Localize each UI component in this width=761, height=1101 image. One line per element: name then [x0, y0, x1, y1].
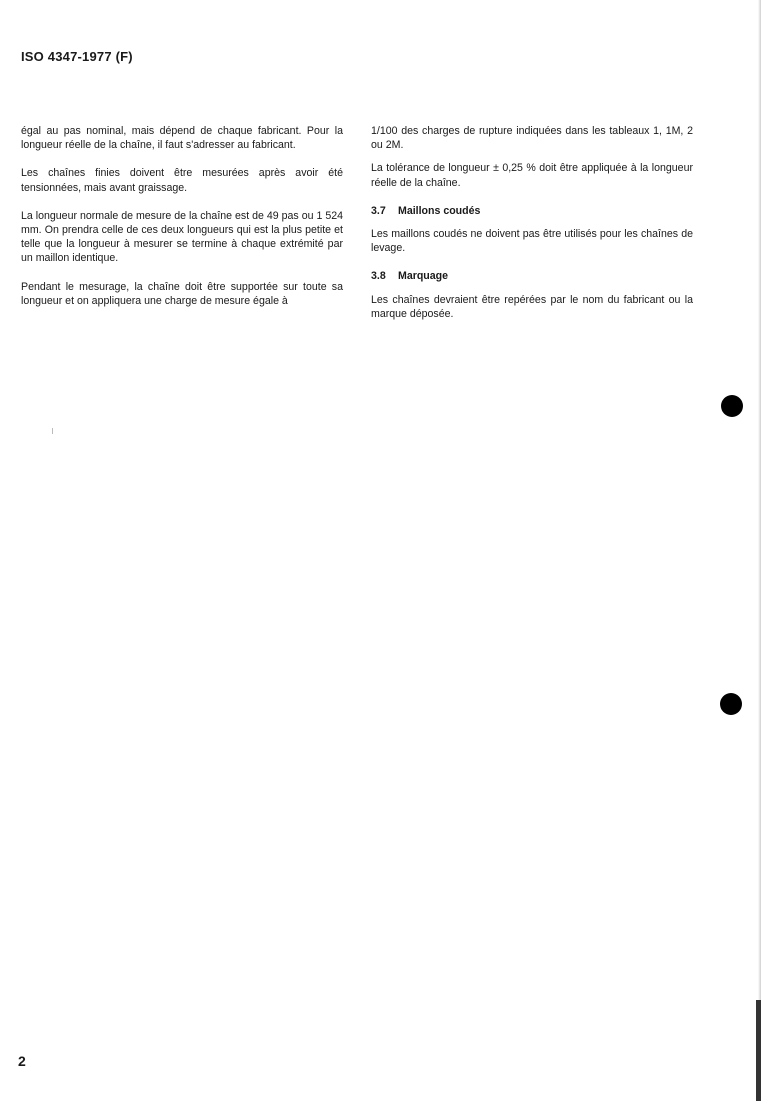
left-column: [21, 124, 343, 322]
paragraph: La tolérance de longueur ± 0,25 % doit être appliquée à la longueur réelle de la chaîne.: [371, 162, 693, 189]
section-heading-3-7: [371, 204, 693, 218]
paragraph: Les maillons coudés ne doivent pas être utilisés pour les chaînes de levage.: [371, 228, 693, 255]
scan-speck: [52, 428, 53, 434]
paragraph: Les chaînes finies doivent être mesurées après avoir été tensionnées, mais avant graissage.: [21, 167, 343, 194]
paragraph: 1/100 des charges de rupture indiquées dans les tableaux 1, 1M, 2 ou 2M.: [371, 125, 693, 152]
paragraph: Pendant le mesurage, la chaîne doit être supportée sur toute sa longueur et on appliquera une charge de mesure égale à: [21, 280, 343, 307]
page-number: 2: [18, 1053, 26, 1069]
document-header: ISO 4347-1977 (F): [21, 49, 133, 64]
paragraph: égal au pas nominal, mais dépend de chaque fabricant. Pour la longueur réelle de la chaîne, il faut s'adresser au fabricant.: [21, 125, 343, 152]
paragraph: Les chaînes devraient être repérées par le nom du fabricant ou la marque déposée.: [371, 293, 693, 320]
section-title: Marquage: [398, 270, 449, 283]
section-number: 3.8: [371, 270, 386, 283]
section-heading-3-8: [371, 269, 693, 283]
paragraph: La longueur normale de mesure de la chaîne est de 49 pas ou 1 524 mm. On prendra celle de ces deux longueurs qui est la plus petite et telle que la longueur à mesurer se termine à chaque extrémité par un maillon identique.: [21, 209, 343, 265]
section-number: 3.7: [371, 204, 386, 217]
page-edge-dark: [756, 1000, 761, 1101]
right-column: [371, 124, 693, 335]
punch-hole-mark: [720, 693, 742, 715]
section-title: Maillons coudés: [398, 204, 481, 217]
punch-hole-mark: [721, 395, 743, 417]
